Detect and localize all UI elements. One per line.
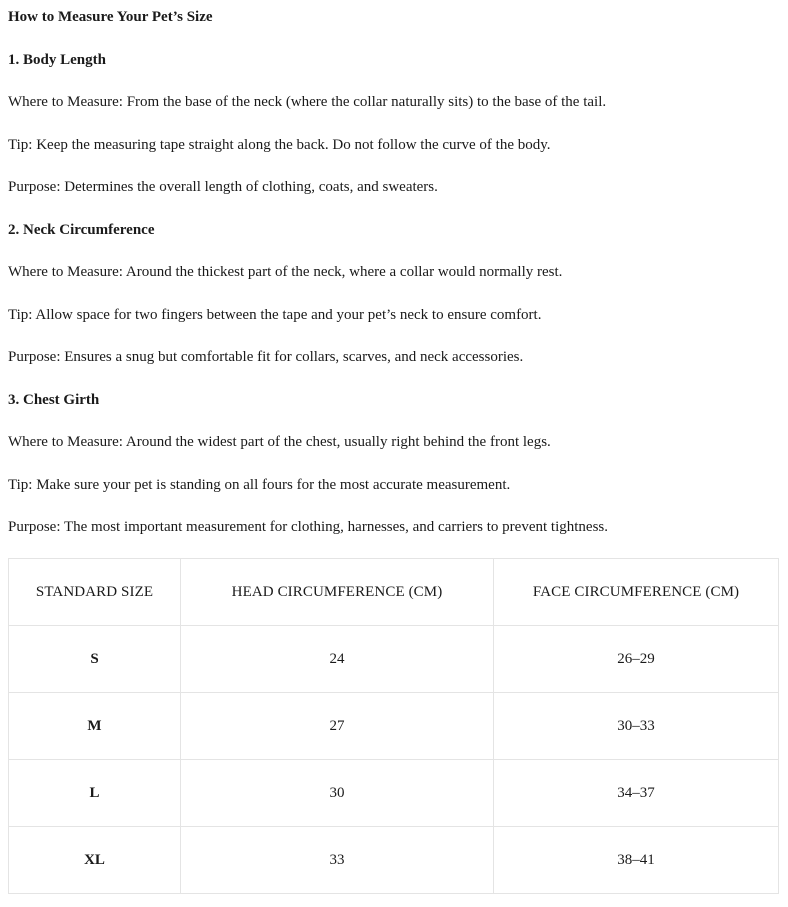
body-length-purpose: Purpose: Determines the overall length of clothing, coats, and sweaters.: [8, 179, 438, 195]
face-circumference-cell: 30–33: [494, 693, 779, 760]
table-row: [9, 760, 779, 827]
table-header-row: [9, 559, 779, 626]
neck-circumference-where: Where to Measure: Around the thickest part of the neck, where a collar would normally rest.: [8, 264, 563, 280]
body-length-tip: Tip: Keep the measuring tape straight along the back. Do not follow the curve of the body.: [8, 137, 551, 153]
chest-girth-where: Where to Measure: Around the widest part of the chest, usually right behind the front legs.: [8, 434, 551, 450]
header-face-circumference: FACE CIRCUMFERENCE (CM): [494, 559, 779, 626]
size-chart-table: [8, 558, 779, 894]
header-head-circumference: HEAD CIRCUMFERENCE (CM): [181, 559, 494, 626]
section-heading-body-length: 1. Body Length: [8, 52, 106, 68]
chest-girth-purpose: Purpose: The most important measurement for clothing, harnesses, and carriers to prevent tightness.: [8, 519, 608, 535]
table-row: [9, 827, 779, 894]
head-circumference-cell: 24: [181, 626, 494, 693]
face-circumference-cell: 26–29: [494, 626, 779, 693]
section-heading-chest-girth: 3. Chest Girth: [8, 392, 100, 408]
size-cell: S: [9, 626, 181, 693]
body-length-where: Where to Measure: From the base of the neck (where the collar naturally sits) to the base of the tail.: [8, 94, 607, 110]
neck-circumference-purpose: Purpose: Ensures a snug but comfortable fit for collars, scarves, and neck accessories.: [8, 349, 524, 365]
face-circumference-cell: 34–37: [494, 760, 779, 827]
size-cell: XL: [9, 827, 181, 894]
head-circumference-cell: 30: [181, 760, 494, 827]
page-title: How to Measure Your Pet’s Size: [8, 9, 213, 25]
section-heading-neck-circumference: 2. Neck Circumference: [8, 222, 155, 238]
size-cell: L: [9, 760, 181, 827]
head-circumference-cell: 27: [181, 693, 494, 760]
table-row: [9, 693, 779, 760]
neck-circumference-tip: Tip: Allow space for two fingers between the tape and your pet’s neck to ensure comfort.: [8, 307, 542, 323]
table-row: [9, 626, 779, 693]
chest-girth-tip: Tip: Make sure your pet is standing on all fours for the most accurate measurement.: [8, 477, 511, 493]
header-standard-size: STANDARD SIZE: [9, 559, 181, 626]
face-circumference-cell: 38–41: [494, 827, 779, 894]
head-circumference-cell: 33: [181, 827, 494, 894]
size-cell: M: [9, 693, 181, 760]
